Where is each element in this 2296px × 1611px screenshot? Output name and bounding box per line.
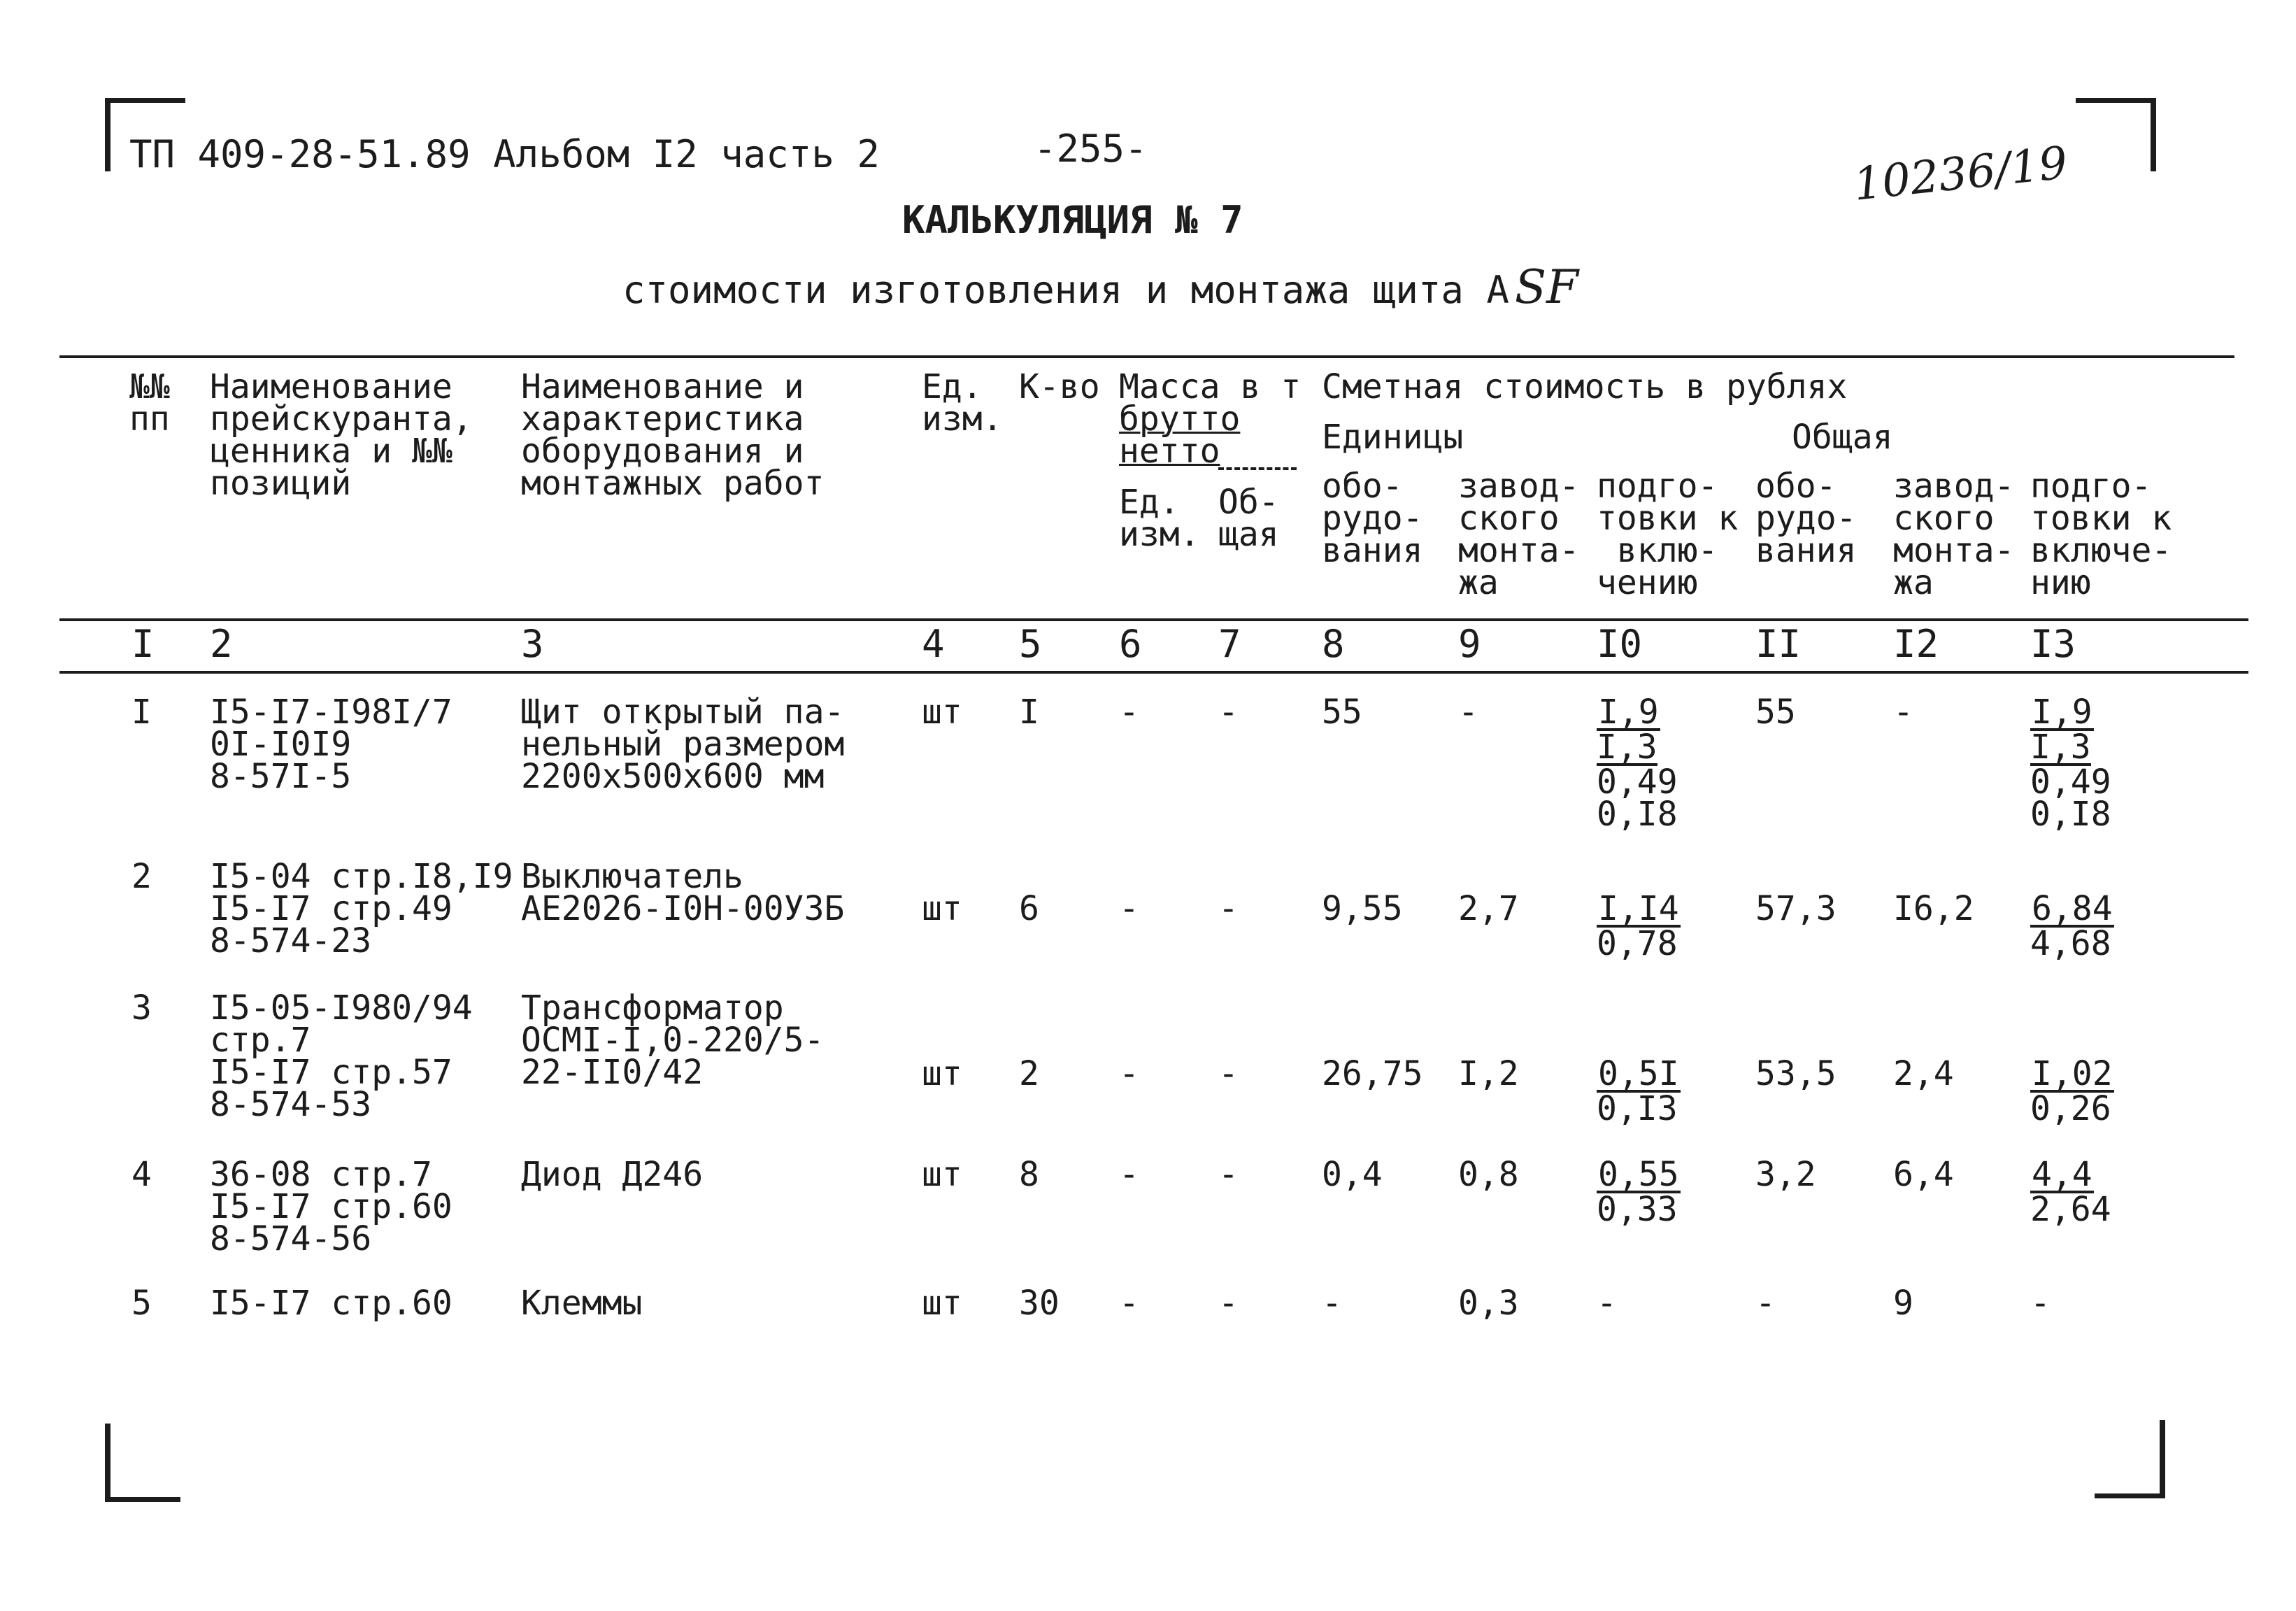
row-equipment-total: 3,2 bbox=[1755, 1155, 1816, 1194]
row-item-name: Клеммы bbox=[521, 1284, 643, 1323]
row-quantity: 2 bbox=[1019, 1054, 1039, 1093]
header-equipment: обо- рудо- вания bbox=[1322, 467, 1423, 570]
column-number: I0 bbox=[1597, 622, 1643, 666]
fraction-numerator: 0,49 bbox=[2030, 762, 2111, 802]
fraction-denominator: 4,68 bbox=[2030, 924, 2111, 963]
row-number: 5 bbox=[131, 1284, 152, 1323]
fraction-numerator: 0,5I bbox=[1598, 1054, 1679, 1093]
header-preparation-total: подго- товки к включе- нию bbox=[2030, 467, 2172, 602]
row-mass-unit: - bbox=[1119, 1284, 1139, 1323]
fraction-denominator: 0,78 bbox=[1597, 924, 1678, 963]
header-cost: Сметная стоимость в рублях bbox=[1322, 367, 1848, 406]
row-factory-total: - bbox=[1893, 693, 1913, 732]
row-item-name: Трансформатор ОСМI-I,0-220/5- 22-II0/42 bbox=[521, 988, 825, 1092]
fraction-denominator: 0,I3 bbox=[1597, 1089, 1678, 1128]
row-factory-cost: 0,8 bbox=[1458, 1155, 1519, 1194]
row-factory-total: 9 bbox=[1893, 1284, 1913, 1323]
row-factory-cost: - bbox=[1458, 693, 1478, 732]
row-preparation-total: - bbox=[2030, 1284, 2051, 1323]
row-equipment-cost: 26,75 bbox=[1322, 1054, 1423, 1093]
row-pricelist: 36-08 стр.7 I5-I7 стр.60 8-574-56 bbox=[210, 1155, 452, 1258]
row-mass-total: - bbox=[1218, 693, 1239, 732]
column-number: I bbox=[131, 622, 155, 666]
fraction-denominator: 2,64 bbox=[2030, 1190, 2111, 1229]
row-number: 2 bbox=[131, 857, 152, 896]
row-number: 4 bbox=[131, 1155, 152, 1194]
row-pricelist: I5-I7 стр.60 bbox=[210, 1284, 452, 1323]
header-factory-assembly-total: завод- ского монта- жа bbox=[1893, 467, 2015, 602]
header-col-quantity: К-во bbox=[1019, 367, 1100, 406]
row-unit: шт bbox=[922, 1284, 962, 1323]
row-preparation-cost bbox=[1597, 889, 1681, 963]
document-reference: ТП 409-28-51.89 Альбом I2 часть 2 bbox=[129, 132, 880, 176]
row-equipment-total: - bbox=[1755, 1284, 1776, 1323]
column-number: 5 bbox=[1019, 622, 1042, 666]
row-number: I bbox=[131, 693, 152, 732]
row-quantity: I bbox=[1019, 693, 1039, 732]
fraction-numerator: 0,55 bbox=[1598, 1155, 1679, 1194]
fraction-numerator: 6,84 bbox=[2032, 889, 2113, 928]
fraction-numerator: 0,49 bbox=[1597, 762, 1678, 802]
column-number: 7 bbox=[1218, 622, 1241, 666]
fraction-denominator: 0,33 bbox=[1597, 1190, 1678, 1229]
row-factory-cost: 0,3 bbox=[1458, 1284, 1519, 1323]
header-preparation: подго- товки к вклю- чению bbox=[1597, 467, 1739, 602]
row-preparation-total bbox=[2030, 1054, 2114, 1128]
row-factory-total: 6,4 bbox=[1893, 1155, 1954, 1194]
handwritten-inventory-number: 10236/19 bbox=[1851, 137, 2070, 211]
row-item-name: Щит открытый па- нельный размером 2200х500х600 мм bbox=[521, 693, 845, 796]
header-equipment-total: обо- рудо- вания bbox=[1755, 467, 1857, 570]
row-equipment-cost: - bbox=[1322, 1284, 1342, 1323]
row-mass-unit: - bbox=[1119, 693, 1139, 732]
fraction-numerator: 4,4 bbox=[2032, 1155, 2092, 1194]
row-mass-total: - bbox=[1218, 1054, 1239, 1093]
row-factory-total: I6,2 bbox=[1893, 889, 1974, 928]
row-equipment-cost: 9,55 bbox=[1322, 889, 1403, 928]
row-mass-unit: - bbox=[1119, 889, 1139, 928]
header-col-pricelist: Наименование прейскуранта, ценника и №№ позиций bbox=[210, 367, 473, 503]
row-equipment-cost: 55 bbox=[1322, 693, 1362, 732]
document-title: КАЛЬКУЛЯЦИЯ № 7 bbox=[902, 198, 1243, 242]
row-unit: шт bbox=[922, 693, 962, 732]
header-unit-cost: Единицы bbox=[1322, 418, 1464, 457]
row-unit: шт bbox=[922, 1155, 962, 1194]
header-bottom-rule bbox=[59, 618, 2248, 621]
row-equipment-total: 53,5 bbox=[1755, 1054, 1837, 1093]
header-col-number: №№ пп bbox=[129, 367, 170, 439]
row-mass-unit: - bbox=[1119, 1155, 1139, 1194]
column-number: I2 bbox=[1893, 622, 1939, 666]
fraction-numerator: I,I4 bbox=[1598, 889, 1679, 928]
page-number: -255- bbox=[1034, 127, 1148, 171]
row-pricelist: I5-I7-I98I/7 0I-I0I9 8-57I-5 bbox=[210, 693, 452, 796]
fraction-numerator: I,9 bbox=[1598, 693, 1659, 732]
row-quantity: 6 bbox=[1019, 889, 1039, 928]
column-number: 6 bbox=[1119, 622, 1142, 666]
column-numbers-rule bbox=[59, 671, 2248, 674]
table-top-rule bbox=[59, 355, 2234, 358]
netto-dash-line bbox=[1218, 467, 1297, 470]
row-preparation-cost bbox=[1597, 693, 1678, 834]
header-factory-assembly: завод- ского монта- жа bbox=[1458, 467, 1580, 602]
header-col-name: Наименование и характеристика оборудования и монтажных работ bbox=[521, 367, 825, 503]
header-mass-total: Об- щая bbox=[1218, 483, 1279, 554]
row-mass-unit: - bbox=[1119, 1054, 1139, 1093]
column-number: 4 bbox=[922, 622, 945, 666]
row-number: 3 bbox=[131, 988, 152, 1028]
column-number: 2 bbox=[210, 622, 233, 666]
row-pricelist: I5-05-I980/94 стр.7 I5-I7 стр.57 8-574-53 bbox=[210, 988, 473, 1124]
column-number: 9 bbox=[1458, 622, 1481, 666]
row-preparation-cost bbox=[1597, 1054, 1681, 1128]
header-mass-brutto: брутто bbox=[1119, 399, 1241, 439]
row-mass-total: - bbox=[1218, 1155, 1239, 1194]
row-preparation-cost: - bbox=[1597, 1284, 1617, 1323]
row-preparation-total bbox=[2030, 1155, 2111, 1229]
column-number: 8 bbox=[1322, 622, 1345, 666]
row-factory-cost: I,2 bbox=[1458, 1054, 1519, 1093]
fraction-denominator: I,3 bbox=[1597, 728, 1657, 767]
fraction-numerator: I,9 bbox=[2032, 693, 2092, 732]
row-preparation-total bbox=[2030, 889, 2114, 963]
header-mass-unit: Ед. изм. bbox=[1119, 483, 1200, 554]
row-quantity: 8 bbox=[1019, 1155, 1039, 1194]
header-mass-netto: нетто bbox=[1119, 432, 1220, 471]
row-item-name: Диод Д246 bbox=[521, 1155, 704, 1194]
row-unit: шт bbox=[922, 889, 962, 928]
header-total-cost: Общая bbox=[1792, 418, 1893, 457]
row-pricelist: I5-04 стр.I8,I9 I5-I7 стр.49 8-574-23 bbox=[210, 857, 513, 960]
row-unit: шт bbox=[922, 1054, 962, 1093]
row-preparation-cost bbox=[1597, 1155, 1681, 1229]
fraction-denominator: I,3 bbox=[2030, 728, 2091, 767]
column-number: 3 bbox=[521, 622, 544, 666]
fraction-denominator: 0,26 bbox=[2030, 1089, 2111, 1128]
row-equipment-total: 57,3 bbox=[1755, 889, 1837, 928]
fraction-numerator: I,02 bbox=[2032, 1054, 2113, 1093]
row-preparation-total bbox=[2030, 693, 2111, 834]
row-mass-total: - bbox=[1218, 889, 1239, 928]
column-number: II bbox=[1755, 622, 1802, 666]
row-equipment-cost: 0,4 bbox=[1322, 1155, 1383, 1194]
handwritten-panel-code: SF bbox=[1514, 260, 1578, 314]
row-factory-cost: 2,7 bbox=[1458, 889, 1519, 928]
row-mass-total: - bbox=[1218, 1284, 1239, 1323]
document-subtitle: стоимости изготовления и монтажа щита А SF bbox=[622, 260, 1578, 314]
row-item-name: Выключатель АЕ2026-I0Н-00УЗБ bbox=[521, 857, 845, 928]
header-col-unit: Ед. изм. bbox=[922, 367, 1003, 439]
header-mass: Масса в т bbox=[1119, 367, 1302, 406]
row-quantity: 30 bbox=[1019, 1284, 1060, 1323]
row-equipment-total: 55 bbox=[1755, 693, 1796, 732]
fraction-denominator: 0,I8 bbox=[1597, 795, 1678, 834]
fraction-denominator: 0,I8 bbox=[2030, 795, 2111, 834]
row-factory-total: 2,4 bbox=[1893, 1054, 1954, 1093]
column-number: I3 bbox=[2030, 622, 2076, 666]
